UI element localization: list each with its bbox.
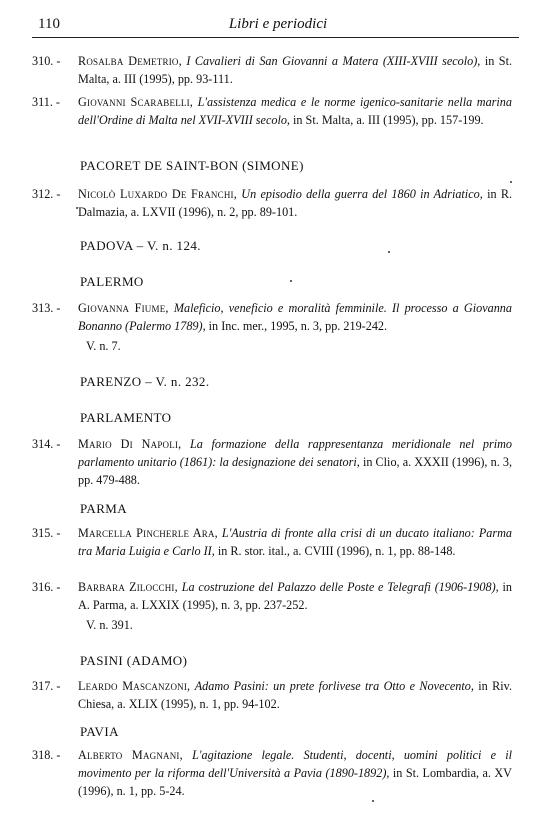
scan-speck: [388, 251, 390, 253]
entry-number: 313. -: [32, 301, 61, 315]
section-heading: PASINI (ADAMO): [80, 653, 188, 668]
section-heading: PACORET DE SAINT-BON (SIMONE): [80, 158, 304, 173]
section-heading: PARMA: [80, 501, 128, 516]
entry-author: Rosalba Demetrio,: [78, 54, 182, 68]
scan-speck: [76, 207, 78, 209]
entry-source: in St. Malta, a. III (1995), pp. 93-111.: [78, 54, 513, 86]
entry-source: in R. stor. ital., a. CVIII (1996), n. 1, pp. 88-148.: [217, 544, 456, 558]
entry-source: in Clio, a. XXXII (1996), n. 3, pp. 479-488.: [78, 455, 513, 487]
scan-speck: [372, 800, 374, 802]
entry-number: 318. -: [32, 748, 61, 762]
entry-number: 314. -: [32, 437, 61, 451]
header-rule: [32, 37, 519, 38]
bibliography-entry: [32, 299, 512, 335]
scan-speck: [290, 280, 292, 282]
cross-reference: V. n. 391.: [86, 618, 133, 632]
entry-citation: [78, 677, 512, 713]
entry-source: in St. Lombardia, a. XV (1996), n. 1, pp. 5-24.: [78, 766, 512, 798]
section-heading: PALERMO: [80, 274, 144, 289]
entry-author: Nicolò Luxardo De Franchi,: [78, 187, 237, 201]
scan-speck: [510, 181, 512, 183]
entry-citation: [78, 52, 512, 88]
entry-title: L'assistenza medica e le norme igenico-sanitarie nella marina dell'Ordine di Malta nel XVII-XVIII secolo,: [78, 95, 512, 127]
bibliography-entry: [32, 746, 512, 800]
entry-source: in R. Dalmazia, a. LXVII (1996), n. 2, pp. 89-101.: [78, 187, 513, 219]
entry-title: Maleficio, veneficio e moralità femminile. Il processo a Giovanna Bonanno (Palermo 1789),: [78, 301, 512, 333]
entry-citation: [78, 524, 512, 560]
bibliography-entry: [32, 185, 512, 221]
entry-source: in A. Parma, a. LXXIX (1995), n. 3, pp. 237-252.: [78, 580, 513, 612]
entry-author: Barbara Zilocchi,: [78, 580, 178, 594]
bibliography-entry: [32, 578, 512, 614]
bibliography-entry: [32, 435, 512, 489]
entry-source: in Riv. Chiesa, a. XLIX (1995), n. 1, pp. 94-102.: [78, 679, 513, 711]
entry-citation: [78, 93, 512, 129]
entry-number: 315. -: [32, 526, 61, 540]
entry-title: La costruzione del Palazzo delle Poste e Telegrafi (1906-1908),: [181, 580, 499, 594]
section-heading: PARENZO – V. n. 232.: [80, 374, 210, 389]
entry-title: Adamo Pasini: un prete forlivese tra Otto e Novecento,: [194, 679, 474, 693]
entry-title: Un episodio della guerra del 1860 in Adriatico,: [241, 187, 483, 201]
entry-author: Giovanni Scarabelli,: [78, 95, 194, 109]
entry-number: 311. -: [32, 95, 60, 109]
entry-citation: [78, 435, 512, 489]
page-number: 110: [38, 16, 60, 32]
section-heading: PARLAMENTO: [80, 410, 172, 425]
bibliography-entry: [32, 524, 512, 560]
cross-reference: V. n. 7.: [86, 339, 121, 353]
bibliography-entry: [32, 93, 512, 129]
entry-number: 316. -: [32, 580, 61, 594]
entry-source: in St. Malta, a. III (1995), pp. 157-199.: [293, 113, 484, 127]
entry-citation: [78, 299, 512, 335]
entry-number: 317. -: [32, 679, 61, 693]
running-head: [38, 14, 518, 36]
entry-author: Mario Di Napoli,: [78, 437, 182, 451]
entry-citation: [78, 578, 512, 614]
running-title: Libri e periodici: [228, 16, 328, 32]
entry-author: Alberto Magnani,: [78, 748, 183, 762]
entry-citation: [78, 185, 512, 221]
entry-author: Marcella Pincherle Ara,: [78, 526, 218, 540]
entry-number: 310. -: [32, 54, 61, 68]
section-heading: PADOVA – V. n. 124.: [80, 238, 201, 253]
bibliography-entry: [32, 677, 512, 713]
entry-title: L'Austria di fronte alla crisi di un ducato italiano: Parma tra Maria Luigia e Carlo II,: [78, 526, 513, 558]
section-heading: PAVIA: [80, 724, 119, 739]
entry-author: Giovanna Fiume,: [78, 301, 169, 315]
entry-number: 312. -: [32, 187, 61, 201]
entry-title: La formazione della rappresentanza meridionale nel primo parlamento unitario (1861): la designazione dei senatori,: [78, 437, 512, 469]
entry-author: Leardo Mascanzoni,: [78, 679, 191, 693]
entry-title: I Cavalieri di San Giovanni a Matera (XIII-XVIII secolo),: [186, 54, 481, 68]
entry-title: L'agitazione legale. Studenti, docenti, uomini politici e il movimento per la riforma dell'Università a Pavia (1890-1892),: [78, 748, 513, 780]
entry-citation: [78, 746, 512, 800]
entry-source: in Inc. mer., 1995, n. 3, pp. 219-242.: [208, 319, 388, 333]
bibliography-entry: [32, 52, 512, 88]
